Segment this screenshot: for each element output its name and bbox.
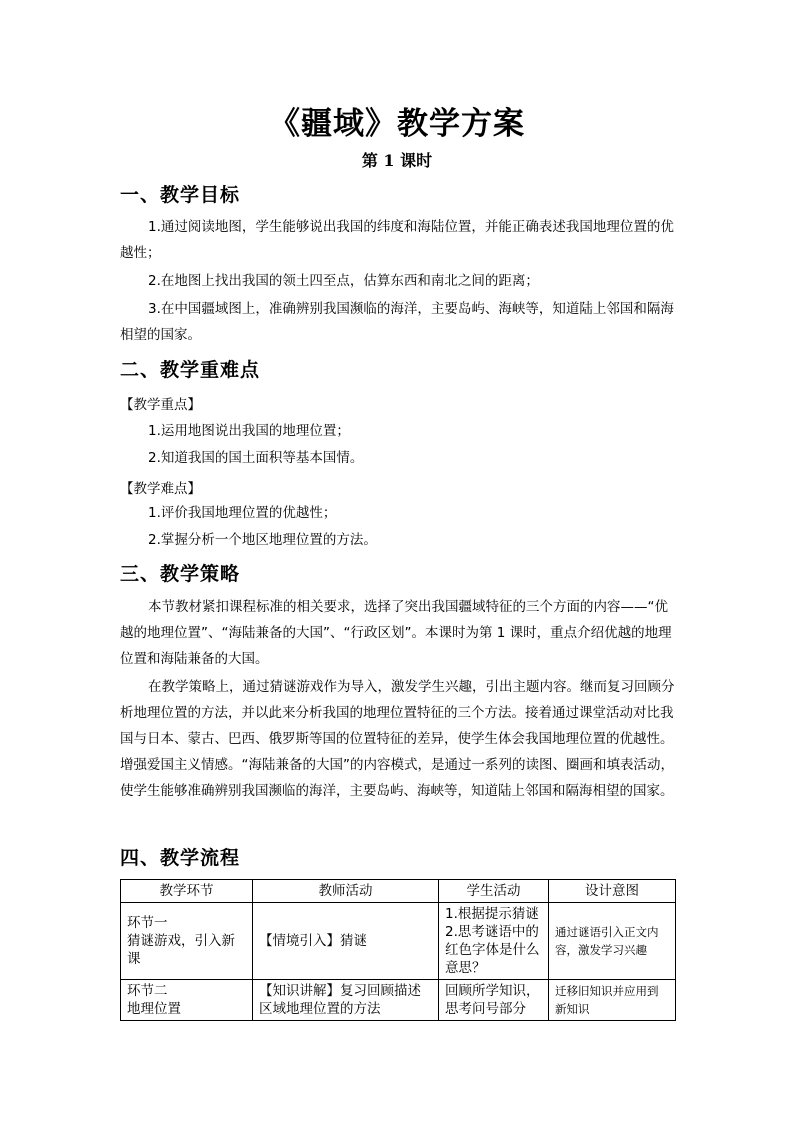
header-teacher-activity: 教师活动 (253, 880, 439, 903)
student-activity-cell: 回顾所学知识，思考问号部分 (439, 980, 549, 1021)
design-intent-cell: 迁移旧知识并应用到新知识 (549, 980, 676, 1021)
stage-name: 猜谜游戏，引入新课 (127, 933, 235, 967)
objective-item-3: 3.在中国疆域图上，准确辨别我国濒临的海洋，主要岛屿、海峡等，知道陆上邻国和隔海相望的国家。 (120, 301, 674, 343)
key-point-item-2: 2.知道我国的国土面积等基本国情。 (148, 450, 364, 466)
stage-number: 环节二 (127, 983, 168, 999)
key-points-tag: 【教学重点】 (120, 397, 201, 413)
section-heading-flow: 四、教学流程 (120, 847, 241, 869)
objective-item-2: 2.在地图上找出我国的领土四至点，估算东西和南北之间的距离； (148, 273, 539, 289)
teaching-flow-table (120, 879, 676, 1021)
student-activity-cell: 1.根据提示猜谜 2.思考谜语中的红色字体是什么意思？ (439, 903, 549, 980)
teacher-activity-cell: 【知识讲解】复习回顾描述区域地理位置的方法 (253, 980, 439, 1021)
section-heading-strategy: 三、教学策略 (120, 563, 241, 585)
difficult-point-item-1: 1.评价我国地理位置的优越性； (148, 505, 337, 521)
table-row (121, 903, 676, 980)
lesson-subtitle: 第 1 课时 (361, 151, 433, 170)
table-row (121, 980, 676, 1021)
key-point-item-1: 1.运用地图说出我国的地理位置； (148, 423, 350, 439)
section-heading-key-points: 二、教学重难点 (120, 359, 261, 381)
strategy-paragraph-1: 本节教材紧扣课程标准的相关要求，选择了突出我国疆域特征的三个方面的内容——“优越的地理位置”、“海陆兼备的大国”、“行政区划”。本课时为第 1 课时，重点介绍优越的地理位置和海陆兼备的大国。 (120, 599, 672, 667)
difficult-points-tag: 【教学难点】 (120, 481, 201, 497)
teacher-activity-cell: 【情境引入】猜谜 (253, 903, 439, 980)
stage-cell (121, 903, 253, 980)
objective-item-1: 1.通过阅读地图，学生能够说出我国的纬度和海陆位置，并能正确表述我国地理位置的优越性； (120, 219, 674, 261)
design-intent-cell: 通过谜语引入正文内容，激发学习兴趣 (549, 903, 676, 980)
stage-cell (121, 980, 253, 1021)
header-design-intent: 设计意图 (549, 880, 676, 903)
header-student-activity: 学生活动 (439, 880, 549, 903)
stage-name: 地理位置 (127, 1001, 181, 1017)
difficult-point-item-2: 2.掌握分析一个地区地理位置的方法。 (148, 532, 377, 548)
header-stage: 教学环节 (121, 880, 253, 903)
section-heading-objectives: 一、教学目标 (120, 184, 241, 206)
strategy-paragraph-2: 在教学策略上，通过猜谜游戏作为导入，激发学生兴趣，引出主题内容。继而复习回顾分析地理位置的方法，并以此来分析我国的地理位置特征的三个方法。接着通过课堂活动对比我国与日本、蒙古、巴西、俄罗斯等国的位置特征的差异，使学生体会我国地理位置的优越性。增强爱国主义情感。“海陆兼备的大国”的内容模式，是通过一系列的读图、圈画和填表活动，使学生能够准确辨别我国濒临的海洋，主要岛屿、海峡等，知道陆上邻国和隔海相望的国家。 (120, 679, 675, 799)
table-header-row (121, 880, 676, 903)
stage-number: 环节一 (127, 915, 168, 931)
document-title: 《疆域》教学方案 (269, 106, 525, 142)
